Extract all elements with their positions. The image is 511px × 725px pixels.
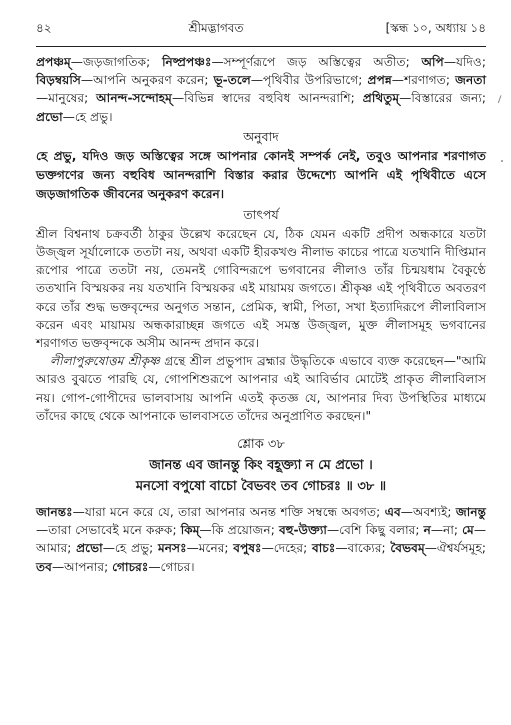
synonym-meaning: —সম্পূর্ণরূপে জড় অস্তিত্বের অতীত; bbox=[211, 55, 422, 69]
synonym-word: ন bbox=[423, 523, 431, 538]
synonym-meaning: —মানুষের; bbox=[36, 91, 97, 106]
synonym-word: বাচঃ bbox=[311, 541, 336, 556]
synonym-meaning: —হে প্রভু; bbox=[102, 541, 158, 556]
synonym-meaning: —অবশ্যই; bbox=[400, 505, 456, 520]
synonym-word: বপুষঃ bbox=[233, 541, 262, 556]
synonym-word: কিম্ bbox=[180, 523, 200, 538]
purport-paragraph-1: শ্রীল বিশ্বনাথ চক্রবর্তী ঠাকুর উল্লেখ করেছেন যে, ঠিক যেমন একটি প্রদীপ অন্ধকারে যতটা উজ্জ্বল সূর্যালোকে ততটা নয়, অথবা একটি হীরকখণ্ড নীলাভ কাচের পাত্রে যতখানি দীপ্তিমান রূপোর পাত্রে ততটা নয়, তেমনই গোবিন্দরূপে ভগবানের লীলাও তাঁর চিন্ময়ধাম বৈকুণ্ঠে ততখানি বিস্ময়কর নয় যতখানি বিস্ময়কর এই মায়াময় জগতে। শ্রীকৃষ্ণ এই পৃথিবীতে অবতরণ করে তাঁর শুদ্ধ ভক্তবৃন্দের অনুগত সন্তান, প্রেমিক, স্বামী, পিতা, সখা ইত্যাদিরূপে লীলাবিলাস করেন এবং মায়াময় অন্ধকারাচ্ছন্ন জগতে এই সমস্ত উজ্জ্বল, মুক্ত লীলাসমূহ ভগবানের শরণাগত ভক্তবৃন্দকে অসীম আনন্দ প্রদান করে। bbox=[36, 226, 486, 351]
synonym-meaning: —আপনি অনুকরণ করেন; bbox=[80, 73, 214, 88]
book-name-italic: লীলাপুরুষোত্তম শ্রীকৃষ্ণ bbox=[50, 354, 160, 369]
synonym-meaning: —না; bbox=[430, 523, 463, 538]
translation: হে প্রভু, যদিও জড় অস্তিত্বের সঙ্গে আপনার কোনই সম্পর্ক নেই, তবুও আপনার শরণাগত ভক্তগণের জন্য বহুবিধ আনন্দরাশি বিস্তার করার উদ্দেশ্যে আপনি এই পৃথিবীতে এসে জড়জাগতিক জীবনের অনুকরণ করেন। bbox=[36, 148, 486, 201]
synonym-meaning: —যারা মনে করে যে, তারা আপনার অনন্ত শক্তি সম্বন্ধে অবগত; bbox=[72, 505, 385, 520]
synonym-meaning: —মনের; bbox=[186, 541, 234, 556]
synonym-word: আনন্দ-সন্দোহম্ bbox=[96, 91, 172, 106]
synonym-word: জানন্তু bbox=[455, 505, 487, 520]
synonym-word: মনসঃ bbox=[158, 541, 187, 556]
synonym-meaning: —বিভিন্ন স্বাদের বহুবিধ আনন্দরাশি; bbox=[171, 91, 363, 106]
synonym-meaning: —আমার; bbox=[36, 523, 486, 556]
synonym-word: প্রপন্ন bbox=[367, 73, 392, 88]
synonym-word: প্রথিতুম্ bbox=[362, 91, 400, 106]
synonym-word: জনতা bbox=[455, 73, 487, 88]
synonym-meaning: —ঐশ্বর্যসমূহ; bbox=[424, 541, 487, 556]
translation-heading: অনুবাদ bbox=[243, 128, 279, 144]
synonym-word: বৈভবম্ bbox=[390, 541, 425, 556]
synonym-word: এব bbox=[384, 505, 401, 520]
header-rule bbox=[36, 46, 486, 47]
purport-paragraph-2-text: গ্রন্থে শ্রীল প্রভুপাদ ব্রহ্মার উদ্ধৃতিকে এভাবে ব্যক্ত করেছেন—"আমি আরও বুঝতে পারছি যে, গোপশিশুরূপে আপনার এই আবির্ভাব মোটেই প্রাকৃত লীলাবিলাস নয়। গোপ-গোপীদের ভালবাসায় আপনি এতই কৃতজ্ঞ যে, আপনার দিব্য উপস্থিতির মাধ্যমে তাঁদের কাছে থেকে আপনাকে ভালবাসতে তাঁদের অনুপ্রাণিত করছেন।" bbox=[36, 354, 486, 423]
synonym-meaning: —তারা সেভাবেই মনে করুক; bbox=[36, 523, 181, 538]
synonym-meaning: —দেহের; bbox=[261, 541, 312, 556]
synonym-word: প্রভো bbox=[36, 109, 63, 124]
synonym-meaning: —শরণাগত; bbox=[391, 73, 456, 88]
synonym-word: গোচরঃ bbox=[112, 559, 149, 574]
verse-line-1: জানন্ত এব জানন্তু কিং বহূক্ত্যা ন মে প্রভো । bbox=[149, 458, 373, 474]
synonym-word: জানন্তঃ bbox=[36, 505, 73, 520]
synonym-word: বহু-উক্ত্যা bbox=[278, 523, 327, 538]
section-label: [স্কন্ধ ১০, অধ্যায় ১৪ bbox=[385, 21, 486, 35]
synonym-meaning: —কি প্রয়োজন; bbox=[199, 523, 279, 538]
synonyms-top bbox=[36, 53, 486, 126]
synonym-word: অপি bbox=[421, 55, 444, 69]
scan-mark bbox=[498, 95, 506, 105]
synonym-meaning: —পৃথিবীর উপরিভাগে; bbox=[250, 73, 368, 88]
page-number: ৪২ bbox=[36, 21, 52, 35]
synonym-meaning: —আপনার; bbox=[51, 559, 113, 574]
book-title: শ্রীমদ্ভাগবত bbox=[188, 21, 244, 35]
purport-heading: তাৎপর্য bbox=[243, 206, 279, 222]
synonym-word: মে bbox=[462, 523, 474, 538]
synonym-meaning: —বিস্তারের জন্য; bbox=[399, 91, 486, 106]
synonym-word: প্রপঞ্চম্ bbox=[36, 55, 71, 69]
verse-line-2: মনসো বপুষো বাচো বৈভবং তব গোচরঃ ॥ ৩৮ ॥ bbox=[135, 479, 387, 495]
synonym-meaning: —জড়জাগতিক; bbox=[70, 55, 163, 69]
synonym-word: তব bbox=[36, 559, 52, 574]
verse-number: শ্লোক ৩৮ bbox=[237, 437, 285, 453]
synonym-meaning: —বাক্যের; bbox=[335, 541, 391, 556]
page-header bbox=[36, 20, 486, 42]
page bbox=[36, 20, 486, 576]
scan-dot bbox=[501, 160, 503, 162]
synonym-word: নিষ্প্রপঞ্চঃ bbox=[162, 55, 212, 69]
synonym-meaning: —গোচর। bbox=[148, 559, 195, 574]
synonym-meaning: —বেশি কিছু বলার; bbox=[326, 523, 424, 538]
synonym-meaning: —যদিও; bbox=[443, 55, 487, 69]
synonym-meaning: —হে প্রভু। bbox=[62, 109, 113, 124]
synonym-word: বিড়ম্বয়সি bbox=[36, 73, 81, 88]
synonyms-bottom bbox=[36, 503, 486, 576]
synonym-word: প্রভো bbox=[76, 541, 103, 556]
purport-paragraph-2 bbox=[36, 352, 486, 425]
synonym-word: ভূ-তলে bbox=[213, 73, 251, 88]
